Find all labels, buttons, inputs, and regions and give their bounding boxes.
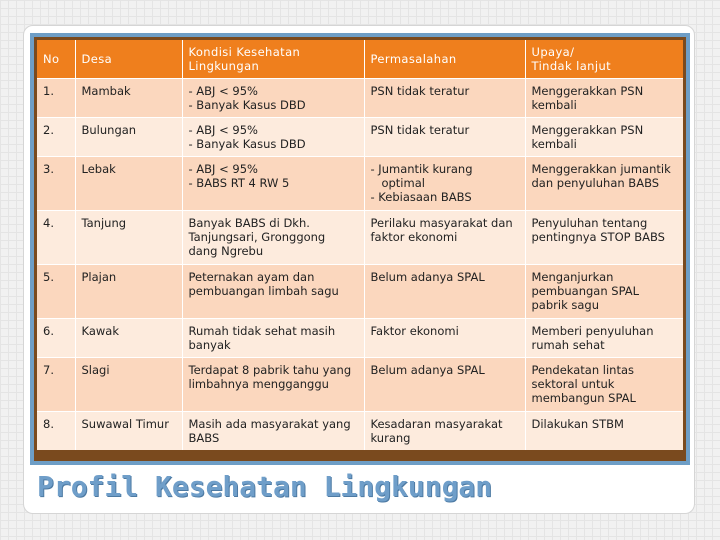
cell-no: 8.	[37, 412, 75, 450]
cell-permasalahan: Kesadaran masyarakat kurang	[364, 412, 525, 450]
cell-upaya: Pendekatan lintas sektoral untuk membangun SPAL	[525, 358, 683, 412]
cell-no: 3.	[37, 157, 75, 211]
header-kondisi: Kondisi Kesehatan Lingkungan	[182, 40, 364, 79]
cell-upaya: Memberi penyuluhan rumah sehat	[525, 319, 683, 358]
table-row	[37, 118, 683, 157]
header-upaya: Upaya/ Tindak lanjut	[525, 40, 683, 79]
cell-permasalahan: PSN tidak teratur	[364, 118, 525, 157]
cell-desa: Mambak	[75, 79, 182, 118]
cell-permasalahan: Belum adanya SPAL	[364, 265, 525, 319]
cell-no: 6.	[37, 319, 75, 358]
cell-desa: Suwawal Timur	[75, 412, 182, 450]
cell-no: 2.	[37, 118, 75, 157]
header-permasalahan: Permasalahan	[364, 40, 525, 79]
table-header-row	[37, 40, 683, 79]
header-desa: Desa	[75, 40, 182, 79]
cell-upaya: Menggerakkan PSN kembali	[525, 118, 683, 157]
table-row	[37, 79, 683, 118]
table-frame	[30, 33, 690, 465]
cell-kondisi: - ABJ < 95% - Banyak Kasus DBD	[182, 79, 364, 118]
cell-kondisi: Rumah tidak sehat masih banyak	[182, 319, 364, 358]
header-no: No	[37, 40, 75, 79]
table-row	[37, 157, 683, 211]
cell-kondisi: Peternakan ayam dan pembuangan limbah sagu	[182, 265, 364, 319]
cell-upaya: Menggerakkan jumantik dan penyuluhan BABS	[525, 157, 683, 211]
cell-upaya: Menggerakkan PSN kembali	[525, 79, 683, 118]
cell-desa: Bulungan	[75, 118, 182, 157]
cell-kondisi: Banyak BABS di Dkh. Tanjungsari, Gronggong dang Ngrebu	[182, 211, 364, 265]
cell-kondisi: Masih ada masyarakat yang BABS	[182, 412, 364, 450]
cell-no: 1.	[37, 79, 75, 118]
cell-upaya: Menganjurkan pembuangan SPAL pabrik sagu	[525, 265, 683, 319]
table-row	[37, 412, 683, 450]
cell-desa: Lebak	[75, 157, 182, 211]
cell-upaya: Dilakukan STBM	[525, 412, 683, 450]
table-row	[37, 265, 683, 319]
cell-permasalahan: Perilaku masyarakat dan faktor ekonomi	[364, 211, 525, 265]
cell-no: 5.	[37, 265, 75, 319]
cell-permasalahan: Belum adanya SPAL	[364, 358, 525, 412]
environment-profile-table	[37, 40, 683, 450]
cell-permasalahan: Faktor ekonomi	[364, 319, 525, 358]
page-title: Profil Kesehatan Lingkungan	[37, 470, 493, 503]
cell-no: 7.	[37, 358, 75, 412]
cell-desa: Slagi	[75, 358, 182, 412]
table-frame-inner	[34, 37, 686, 461]
table-row	[37, 358, 683, 412]
cell-kondisi: Terdapat 8 pabrik tahu yang limbahnya mengganggu	[182, 358, 364, 412]
cell-desa: Kawak	[75, 319, 182, 358]
cell-upaya: Penyuluhan tentang pentingnya STOP BABS	[525, 211, 683, 265]
cell-kondisi: - ABJ < 95% - BABS RT 4 RW 5	[182, 157, 364, 211]
cell-permasalahan: - Jumantik kurang optimal - Kebiasaan BABS	[364, 157, 525, 211]
table-row	[37, 319, 683, 358]
cell-kondisi: - ABJ < 95% - Banyak Kasus DBD	[182, 118, 364, 157]
cell-permasalahan: PSN tidak teratur	[364, 79, 525, 118]
table-row	[37, 211, 683, 265]
cell-desa: Tanjung	[75, 211, 182, 265]
cell-no: 4.	[37, 211, 75, 265]
cell-desa: Plajan	[75, 265, 182, 319]
